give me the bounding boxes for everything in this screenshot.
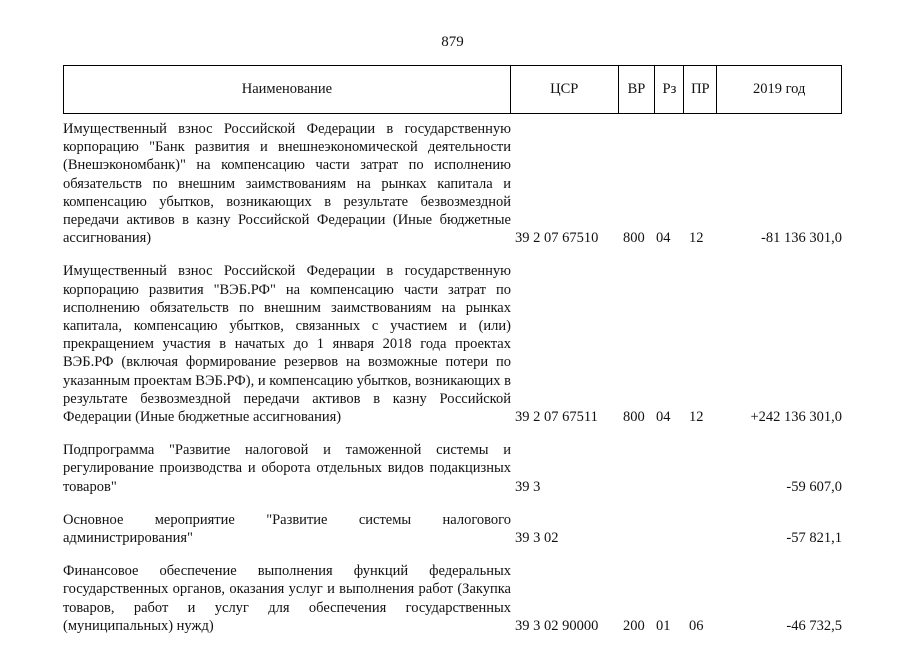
row-pr: 12 — [689, 230, 704, 247]
table-row — [63, 262, 842, 426]
header-year: 2019 год — [752, 81, 806, 97]
row-rz: 04 — [656, 230, 671, 247]
table-header — [63, 65, 842, 114]
table-row — [63, 511, 842, 547]
row-csr: 39 2 07 67511 — [515, 409, 598, 426]
row-csr: 39 3 02 — [515, 530, 559, 547]
row-amount: -57 821,1 — [786, 530, 842, 547]
page-number: 879 — [441, 34, 464, 50]
row-amount: -59 607,0 — [786, 478, 842, 495]
row-rz: 01 — [656, 617, 671, 634]
row-amount: -81 136 301,0 — [761, 230, 842, 247]
table-row — [63, 562, 842, 635]
row-name: Основное мероприятие "Развитие системы налогового администрирования" — [63, 511, 511, 547]
table-body — [63, 120, 842, 650]
row-name: Имущественный взнос Российской Федерации в государственную корпорацию "Банк развития и внешнеэкономической деятельности (Внешэкономбанк)" на компенсацию части затрат по исполнению обязательств по внешним заимствованиям на рынках капитала и компенсацию убытков, возникающих в результате безвозмездной передачи активов в казну Российской Федерации (Иные бюджетные ассигнования) — [63, 121, 511, 247]
row-amount: -46 732,5 — [786, 617, 842, 634]
row-csr: 39 3 — [515, 478, 541, 495]
row-csr: 39 2 07 67510 — [515, 230, 599, 247]
header-vr: ВР — [619, 66, 656, 113]
table-row — [63, 441, 842, 496]
header-name: Наименование — [64, 66, 511, 113]
row-csr: 39 3 02 90000 — [515, 617, 599, 634]
row-name: Финансовое обеспечение выполнения функций федеральных государственных органов, оказания услуг и выполнения работ (Закупка товаров, работ и услуг для обеспечения государственных (муниципальных) нужд) — [63, 563, 511, 634]
row-amount: +242 136 301,0 — [750, 409, 842, 426]
row-vr: 200 — [623, 617, 645, 634]
row-name: Имущественный взнос Российской Федерации в государственную корпорацию развития "ВЭБ.РФ" на компенсацию части затрат по исполнению обязательств по внешним заимствованиям на рынках капитала, компенсацию убытков, связанных с участием и (или) прекращением участия в начатых до 1 января 2018 года проектах ВЭБ.РФ (включая формирование резервов на возможные потери по указанным проектам ВЭБ.РФ), и компенсацию убытков, возникающих в результате безвозмездной передачи активов в казну Российской Федерации (Иные бюджетные ассигнования) — [63, 263, 511, 426]
table-row — [63, 120, 842, 247]
row-rz: 04 — [656, 409, 671, 426]
row-vr: 800 — [623, 230, 645, 247]
row-name: Подпрограмма "Развитие налоговой и таможенной системы и регулирование производства и оборота отдельных видов подакцизных товаров" — [63, 442, 511, 495]
row-pr: 12 — [689, 409, 704, 426]
header-csr: ЦСР — [511, 66, 619, 113]
row-pr: 06 — [689, 617, 704, 634]
row-vr: 800 — [623, 409, 645, 426]
header-pr: ПР — [684, 66, 717, 113]
header-rz: Рз — [655, 66, 684, 113]
